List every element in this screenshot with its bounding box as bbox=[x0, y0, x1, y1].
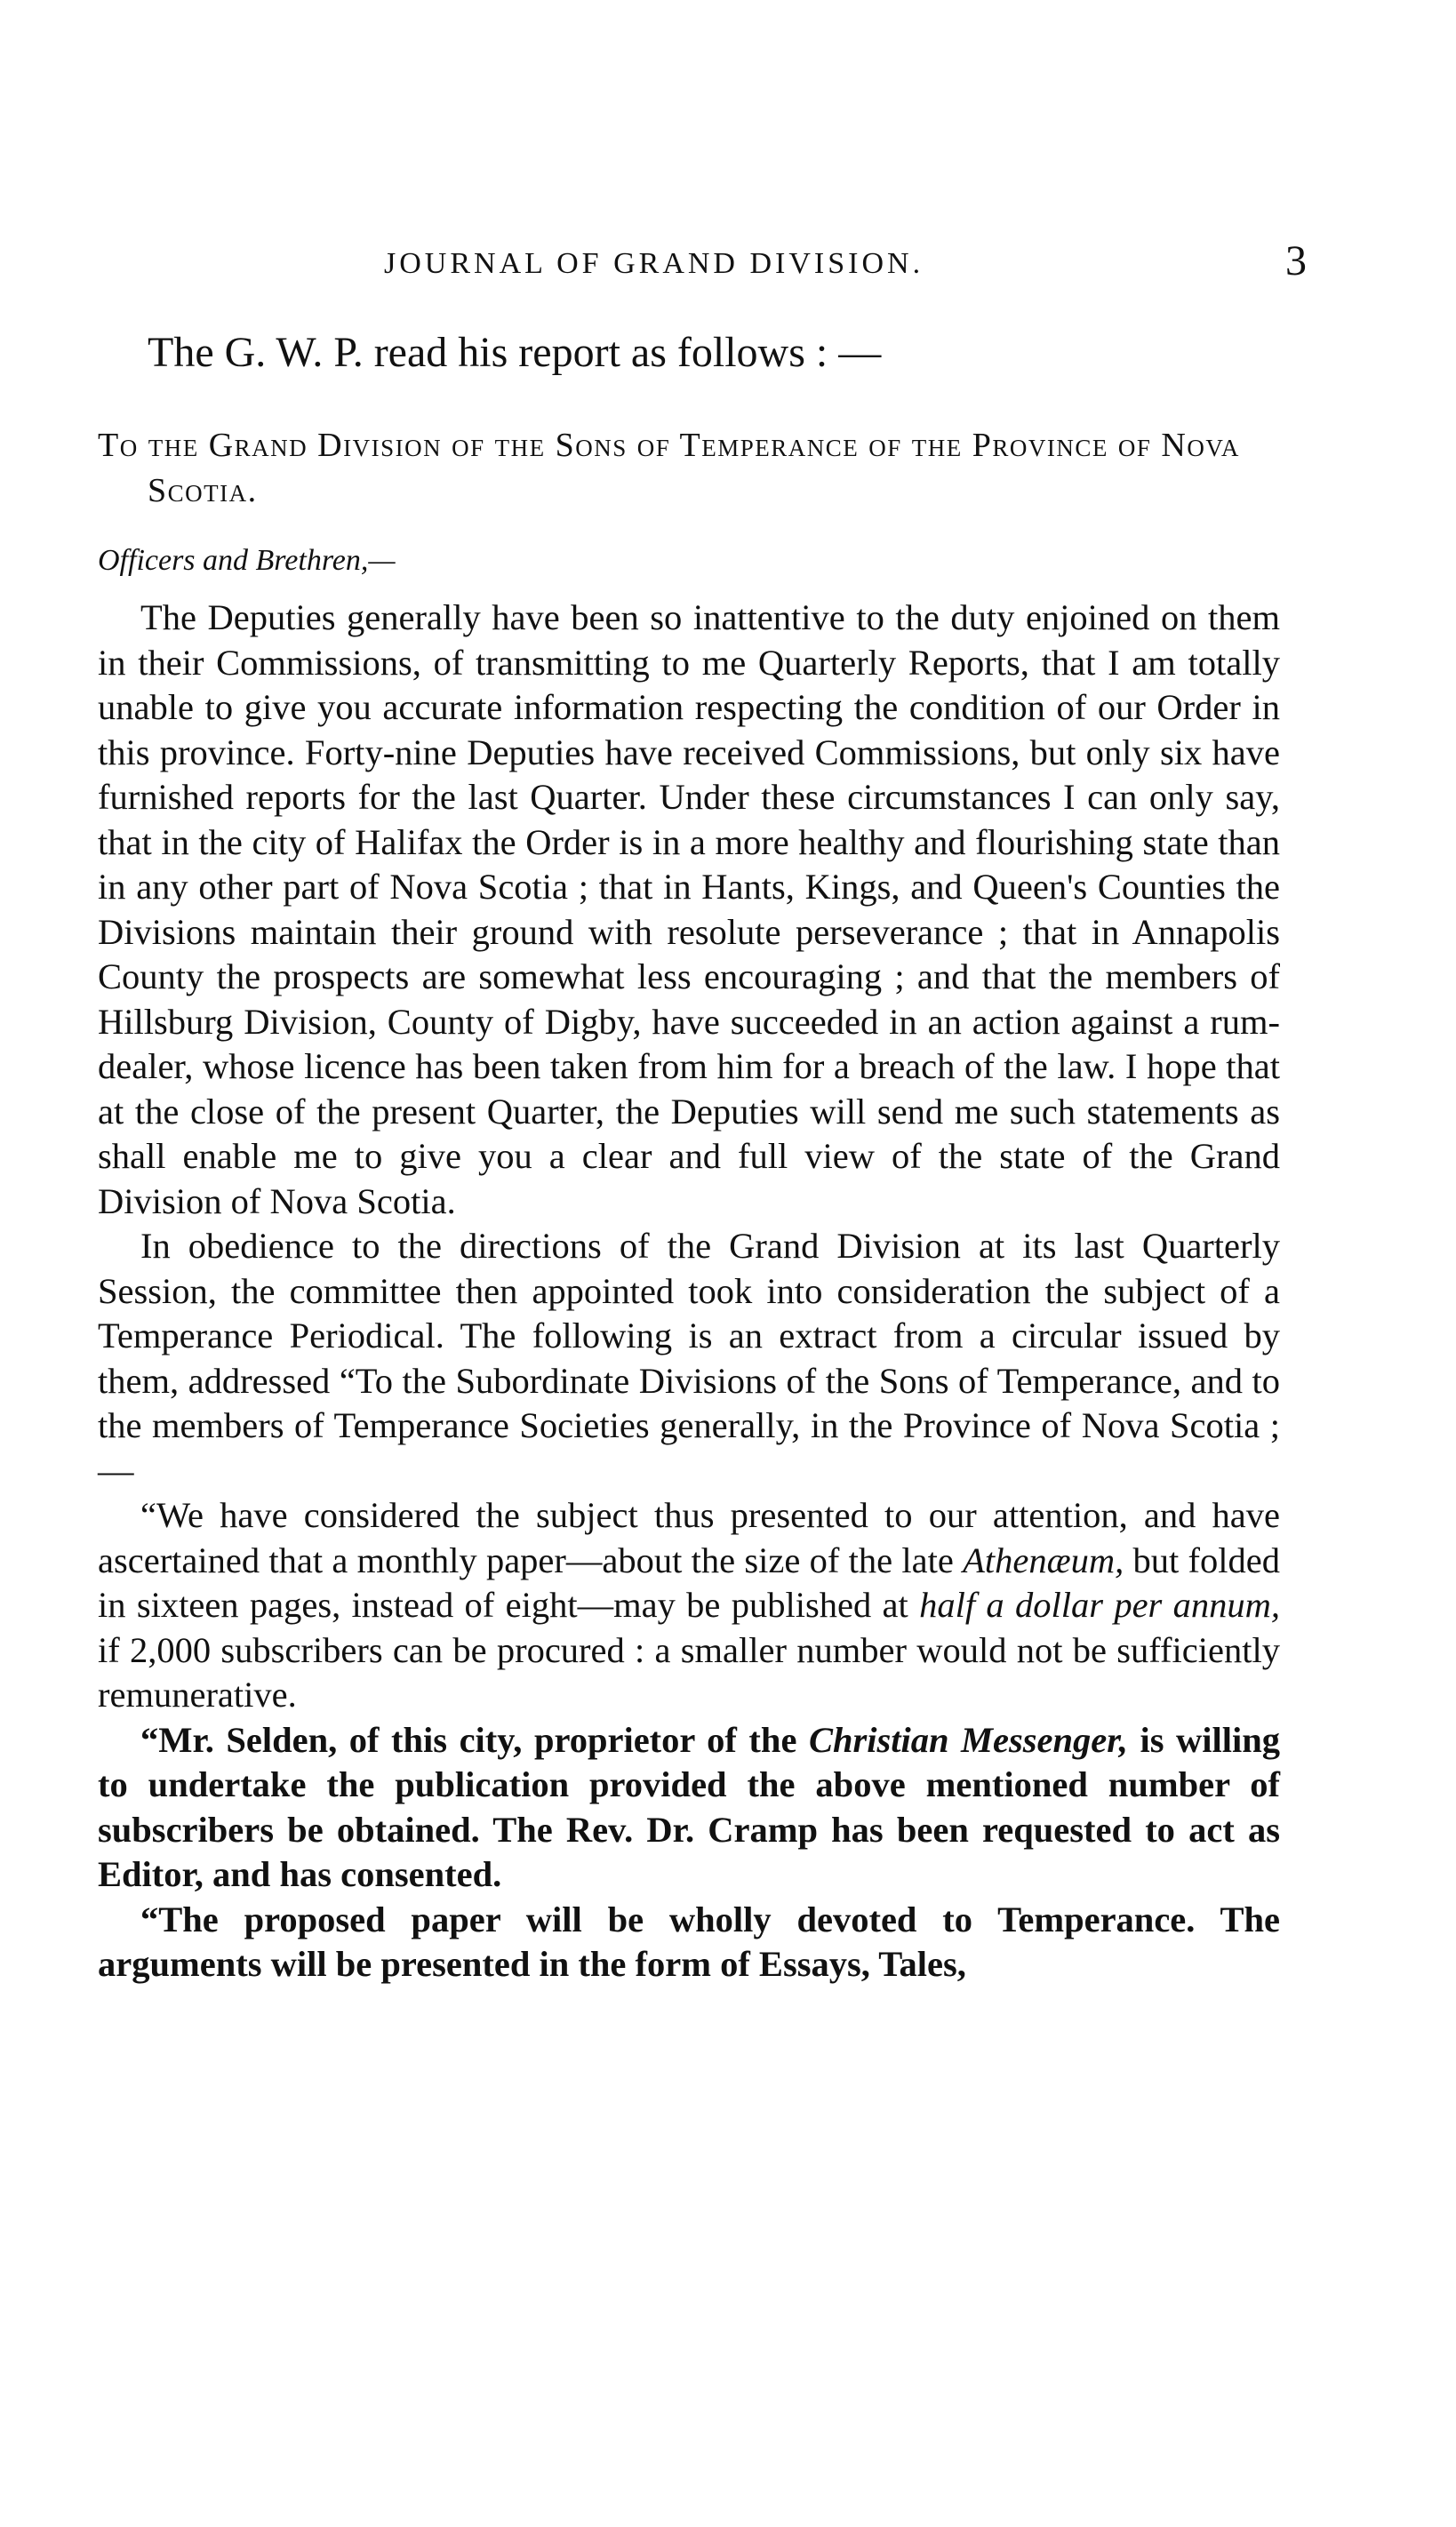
paragraph-monthly-paper bbox=[98, 1493, 1280, 1718]
salutation: Officers and Brethren,— bbox=[98, 544, 396, 578]
paragraph-3-text-2: but folded in sixteen pages, instead of eight—may be published at bbox=[98, 1539, 1281, 1626]
page-number: 3 bbox=[1285, 237, 1307, 284]
paragraph-3-italic-price: half a dollar per annum, bbox=[919, 1585, 1280, 1626]
paragraph-3-italic-athenaeum: Athenæum, bbox=[963, 1539, 1124, 1580]
report-body bbox=[98, 596, 1280, 1987]
paragraph-4-text-1: “Mr. Selden, of this city, proprietor of the bbox=[140, 1719, 809, 1760]
paragraph-4-italic-messenger: Christian Messenger, bbox=[808, 1719, 1128, 1760]
paragraph-periodical: In obedience to the directions of the Grand Division at its last Quarterly Session, the committee then appointed took into consideration the subject of a Temperance Periodical. The following is an extract from a circular issued by them, addressed “To the Subordinate Divisions of the Sons of Temperance, and to the members of Temperance Societies generally, in the Province of Nova Scotia ;— bbox=[98, 1226, 1280, 1491]
intro-line: The G. W. P. read his report as follows : — bbox=[148, 329, 882, 376]
paragraph-4-text-2: is willing to undertake the publication provided the above mentioned number of subscribers be obtained. The Rev. Dr. Cramp has been requested to act as Editor, and has consented. bbox=[98, 1719, 1281, 1895]
document-page bbox=[98, 237, 1307, 1987]
running-head-title: JOURNAL OF GRAND DIVISION. bbox=[384, 247, 924, 280]
paragraph-deputies: The Deputies generally have been so inattentive to the duty enjoined on them in their Commissions, of transmitting to me Quarterly Reports, that I am totally unable to give you accurate information respecting the condition of our Order in this province. Forty-nine Deputies have received Commissions, but only six have furnished reports for the last Quarter. Under these circumstances I can only say, that in the city of Halifax the Order is in a more healthy and flourishing state than in any other part of Nova Scotia ; that in Hants, Kings, and Queen's Counties the Divisions maintain their ground with resolute perseverance ; that in Annapolis County the prospects are somewhat less encouraging ; and that the members of Hillsburg Division, County of Digby, have succeeded in an action against a rum-dealer, whose licence has been taken from him for a breach of the law. I hope that at the close of the present Quarter, the Deputies will send me such statements as shall enable me to give you a clear and full view of the state of the Grand Division of Nova Scotia. bbox=[98, 597, 1280, 1221]
running-head bbox=[98, 237, 1307, 302]
paragraph-3-text-3: if 2,000 subscribers can be procured : a smaller number would not be sufficiently remunerative. bbox=[98, 1629, 1280, 1715]
paragraph-3-text-1: “We have considered the subject thus presented to our attention, and have ascertained that a monthly paper—about the size of the late bbox=[98, 1495, 1280, 1580]
report-address: To the Grand Division of the Sons of Temperance of the Province of Nova Scotia. bbox=[98, 426, 1240, 509]
paragraph-selden bbox=[98, 1718, 1280, 1898]
paragraph-proposed-paper: “The proposed paper will be wholly devoted to Temperance. The arguments will be presented in the form of Essays, Tales, bbox=[98, 1899, 1280, 1985]
